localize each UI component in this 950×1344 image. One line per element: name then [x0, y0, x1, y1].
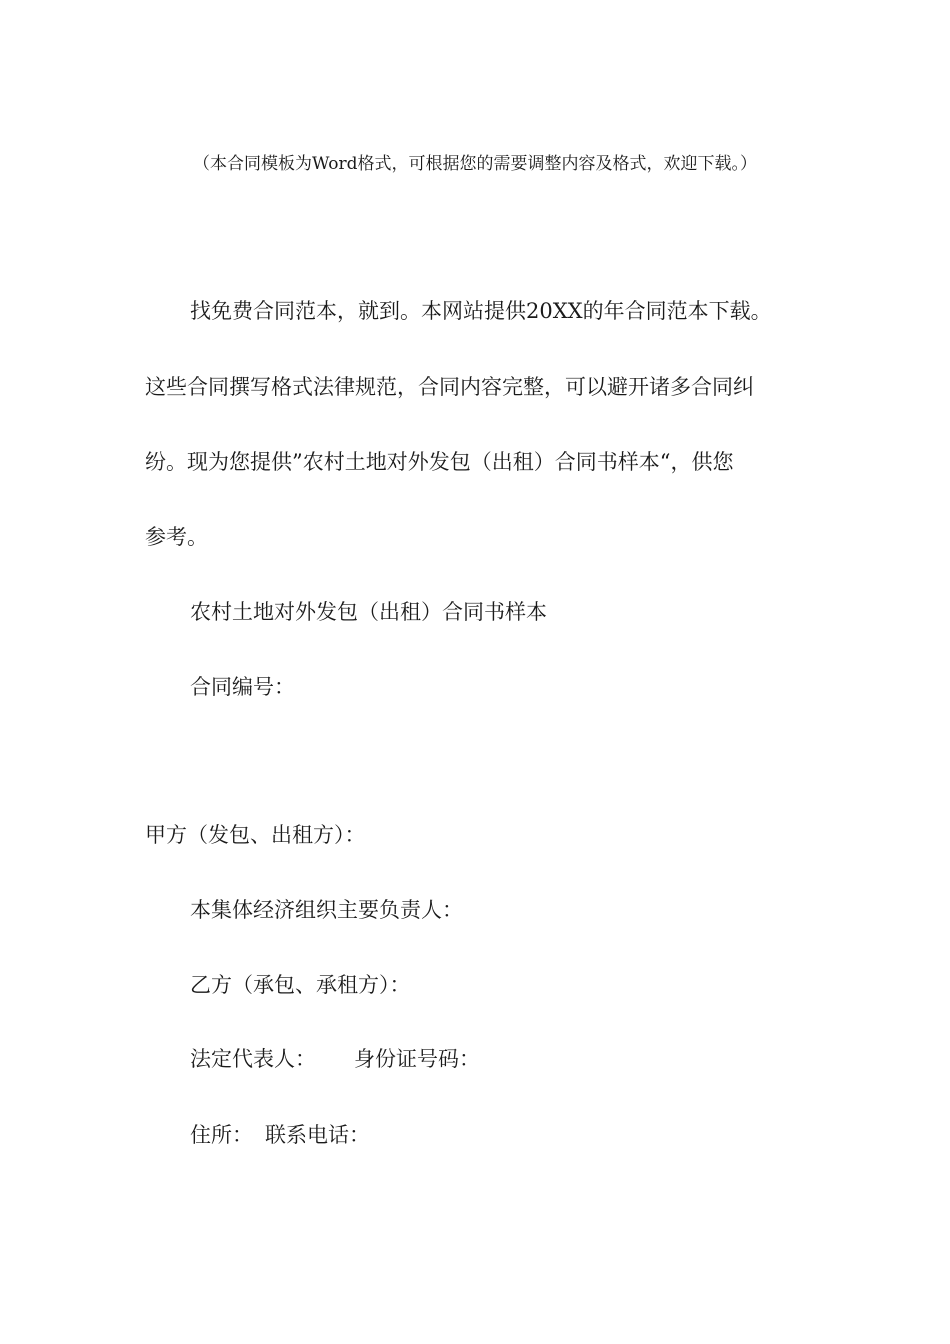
legal-rep-row [190, 1044, 480, 1074]
contract-title: 农村土地对外发包（出租）合同书样本 [190, 600, 547, 624]
intro-line-4: 参考。 [145, 525, 208, 549]
address-row [190, 1120, 370, 1150]
id-number-label: 身份证号码： [354, 1047, 480, 1071]
intro-line-1: 找免费合同范本，就到。本网站提供20XX的年合同范本下载。 [190, 299, 772, 323]
address-label: 住所： [190, 1123, 253, 1147]
phone-label: 联系电话： [265, 1123, 370, 1147]
party-a-leader-label: 本集体经济组织主要负责人： [190, 898, 463, 922]
contract-number-label: 合同编号： [190, 675, 295, 699]
legal-rep-label: 法定代表人： [190, 1047, 316, 1071]
party-a-label: 甲方（发包、出租方）： [145, 823, 366, 847]
template-note: （本合同模板为Word格式，可根据您的需要调整内容及格式，欢迎下载。） [192, 154, 758, 174]
intro-line-2: 这些合同撰写格式法律规范，合同内容完整，可以避开诸多合同纠 [145, 375, 754, 399]
intro-line-3: 纷。现为您提供”农村土地对外发包（出租）合同书样本“，供您 [145, 450, 734, 474]
party-b-label: 乙方（承包、承租方）： [190, 973, 411, 997]
